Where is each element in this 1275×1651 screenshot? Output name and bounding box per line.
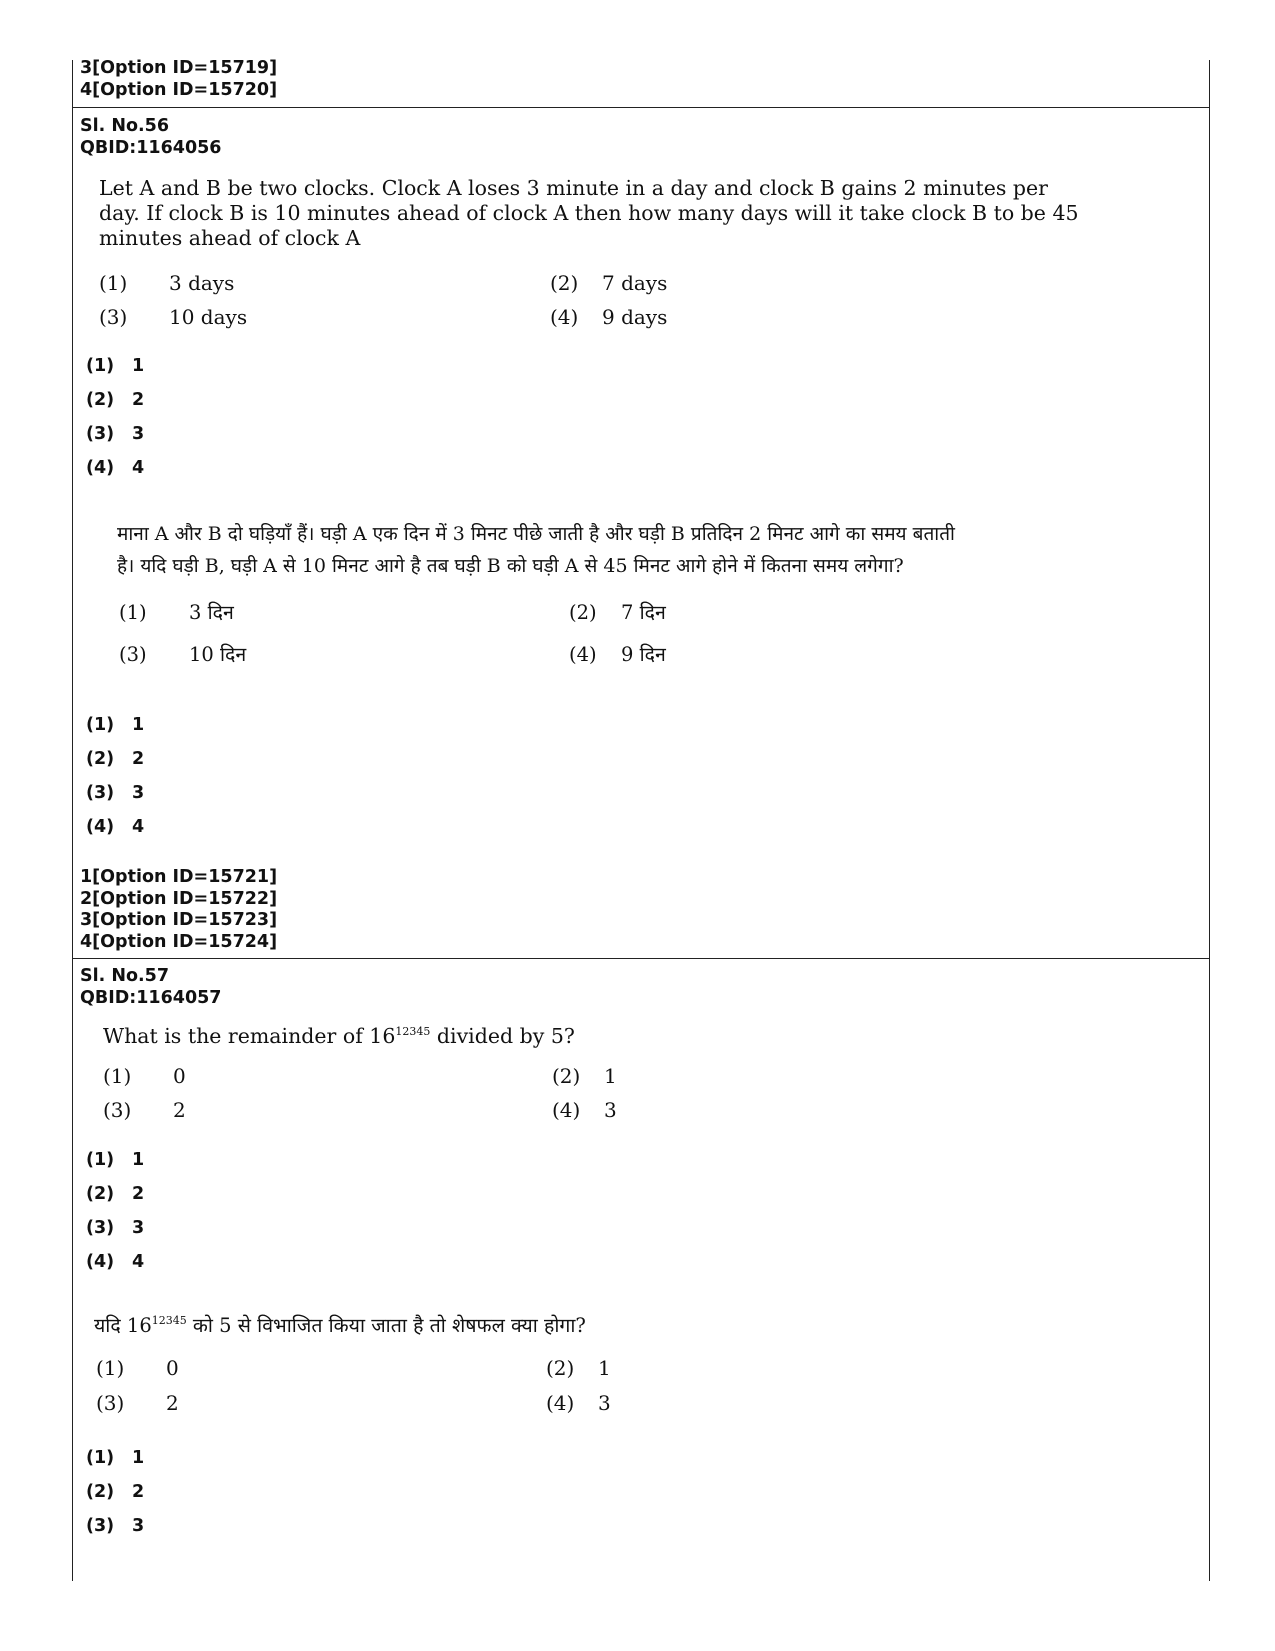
choice-text: 3 <box>598 1391 611 1415</box>
answer-value: 1 <box>132 715 145 735</box>
answer-option-1 <box>86 356 144 376</box>
question-text-en <box>99 176 1079 251</box>
answer-option-1 <box>86 1150 144 1170</box>
answer-value: 3 <box>132 1218 145 1238</box>
answer-key: (2) <box>86 749 115 769</box>
choice-number: (2) <box>550 271 579 295</box>
answer-value: 2 <box>132 749 145 769</box>
question-text-part: divided by 5? <box>430 1024 575 1048</box>
choice-number: (3) <box>119 643 147 666</box>
choice-number: (4) <box>550 305 579 329</box>
answer-key: (3) <box>86 1516 115 1536</box>
option-id-line: 3[Option ID=15723] <box>80 910 278 930</box>
choice-text: 1 <box>604 1064 617 1088</box>
question-text-hi <box>94 1308 586 1338</box>
choice-hi-3 <box>119 640 246 667</box>
question-divider <box>72 958 1209 959</box>
choice-number: (1) <box>103 1064 132 1088</box>
answer-value: 3 <box>132 783 145 803</box>
choice-text: 3 दिन <box>189 601 234 624</box>
answer-option-3 <box>86 424 144 444</box>
answer-value: 2 <box>132 1184 145 1204</box>
choice-hi-3 <box>96 1391 179 1415</box>
answer-value: 1 <box>132 1448 145 1468</box>
question-line: day. If clock B is 10 minutes ahead of clock A then how many days will it take clock B to be 45 <box>99 201 1079 225</box>
answer-key: (1) <box>86 715 115 735</box>
prev-option-ids <box>80 58 277 101</box>
answer-value: 1 <box>132 1150 145 1170</box>
answer-key: (3) <box>86 1218 115 1238</box>
choice-hi-4 <box>546 1391 611 1415</box>
choice-text: 0 <box>166 1356 179 1380</box>
choice-number: (3) <box>103 1098 132 1122</box>
answer-key: (1) <box>86 1150 115 1170</box>
question-text-part: यदि 16 <box>94 1314 152 1337</box>
exponent: 12345 <box>395 1025 431 1038</box>
choice-text: 10 दिन <box>189 643 247 666</box>
question-header-57 <box>80 966 222 1009</box>
answer-value: 2 <box>132 1482 145 1502</box>
answer-option-2 <box>86 749 144 769</box>
answer-option-4 <box>86 458 144 478</box>
option-id-line: 4[Option ID=15720] <box>80 79 278 100</box>
answer-value: 1 <box>132 356 145 376</box>
qbid: QBID:1164057 <box>80 987 222 1008</box>
answer-option-2 <box>86 1482 144 1502</box>
choice-text: 7 days <box>602 271 668 295</box>
answer-value: 2 <box>132 390 145 410</box>
answer-value: 4 <box>132 1252 145 1272</box>
answer-option-4 <box>86 817 144 837</box>
answer-option-3 <box>86 1516 144 1536</box>
exponent: 12345 <box>151 1314 187 1327</box>
question-text-part: What is the remainder of 16 <box>103 1024 396 1048</box>
question-line: minutes ahead of clock A <box>99 226 361 250</box>
choice-hi-1 <box>96 1356 179 1380</box>
choice-number: (2) <box>546 1356 575 1380</box>
answer-option-2 <box>86 1184 144 1204</box>
answer-key: (2) <box>86 390 115 410</box>
choice-number: (4) <box>552 1098 581 1122</box>
answer-value: 4 <box>132 458 145 478</box>
question-header-56 <box>80 116 222 159</box>
answer-option-3 <box>86 783 144 803</box>
choice-text: 2 <box>173 1098 186 1122</box>
answer-key: (3) <box>86 424 115 444</box>
option-id-line: 3[Option ID=15719] <box>80 58 278 78</box>
choice-text: 3 days <box>169 271 235 295</box>
question-divider <box>72 107 1209 108</box>
question-text-part: को 5 से विभाजित किया जाता है तो शेषफल क्या होगा? <box>186 1314 586 1337</box>
choice-number: (3) <box>99 305 128 329</box>
option-id-line: 1[Option ID=15721] <box>80 867 278 887</box>
answer-key: (4) <box>86 1252 115 1272</box>
option-id-line: 4[Option ID=15724] <box>80 931 278 952</box>
choice-number: (2) <box>569 601 597 624</box>
answer-key: (4) <box>86 817 115 837</box>
answer-option-4 <box>86 1252 144 1272</box>
answer-option-1 <box>86 715 144 735</box>
answer-key: (2) <box>86 1184 115 1204</box>
choice-text: 7 दिन <box>621 601 666 624</box>
answer-value: 3 <box>132 1516 145 1536</box>
answer-key: (4) <box>86 458 115 478</box>
choice-en-2 <box>552 1064 617 1088</box>
answer-key: (1) <box>86 1448 115 1468</box>
choice-number: (4) <box>569 643 597 666</box>
choice-text: 3 <box>604 1098 617 1122</box>
choice-text: 9 दिन <box>621 643 666 666</box>
choice-hi-4 <box>569 640 666 667</box>
answer-option-2 <box>86 390 144 410</box>
choice-en-1 <box>99 271 234 295</box>
choice-text: 2 <box>166 1391 179 1415</box>
choice-hi-2 <box>569 598 666 625</box>
answer-value: 4 <box>132 817 145 837</box>
option-ids-56 <box>80 867 277 953</box>
answer-value: 3 <box>132 424 145 444</box>
choice-hi-2 <box>546 1356 611 1380</box>
answer-key: (3) <box>86 783 115 803</box>
serial-number: Sl. No.56 <box>80 116 170 136</box>
choice-text: 10 days <box>169 305 248 329</box>
choice-text: 1 <box>598 1356 611 1380</box>
choice-text: 9 days <box>602 305 668 329</box>
question-text-en <box>103 1019 575 1049</box>
answer-key: (2) <box>86 1482 115 1502</box>
choice-en-3 <box>103 1098 186 1122</box>
qbid: QBID:1164056 <box>80 137 222 158</box>
choice-number: (1) <box>96 1356 125 1380</box>
choice-en-3 <box>99 305 247 329</box>
choice-en-4 <box>552 1098 617 1122</box>
answer-option-1 <box>86 1448 144 1468</box>
choice-en-2 <box>550 271 667 295</box>
question-line: माना A और B दो घड़ियाँ हैं। घड़ी A एक दिन में 3 मिनट पीछे जाती है और घड़ी B प्रतिदिन 2 मिनट आगे का समय बताती <box>117 523 955 545</box>
choice-text: 0 <box>173 1064 186 1088</box>
answer-key: (1) <box>86 356 115 376</box>
choice-number: (2) <box>552 1064 581 1088</box>
choice-en-1 <box>103 1064 186 1088</box>
choice-hi-1 <box>119 598 234 625</box>
question-text-hi <box>117 518 955 582</box>
question-line: Let A and B be two clocks. Clock A loses 3 minute in a day and clock B gains 2 minutes per <box>99 176 1048 200</box>
answer-option-3 <box>86 1218 144 1238</box>
choice-number: (1) <box>99 271 128 295</box>
choice-number: (1) <box>119 601 147 624</box>
choice-number: (3) <box>96 1391 125 1415</box>
question-line: है। यदि घड़ी B, घड़ी A से 10 मिनट आगे है तब घड़ी B को घड़ी A से 45 मिनट आगे होने में कितना समय लगेगा? <box>117 555 904 577</box>
serial-number: Sl. No.57 <box>80 966 170 986</box>
option-id-line: 2[Option ID=15722] <box>80 888 278 909</box>
choice-number: (4) <box>546 1391 575 1415</box>
choice-en-4 <box>550 305 667 329</box>
